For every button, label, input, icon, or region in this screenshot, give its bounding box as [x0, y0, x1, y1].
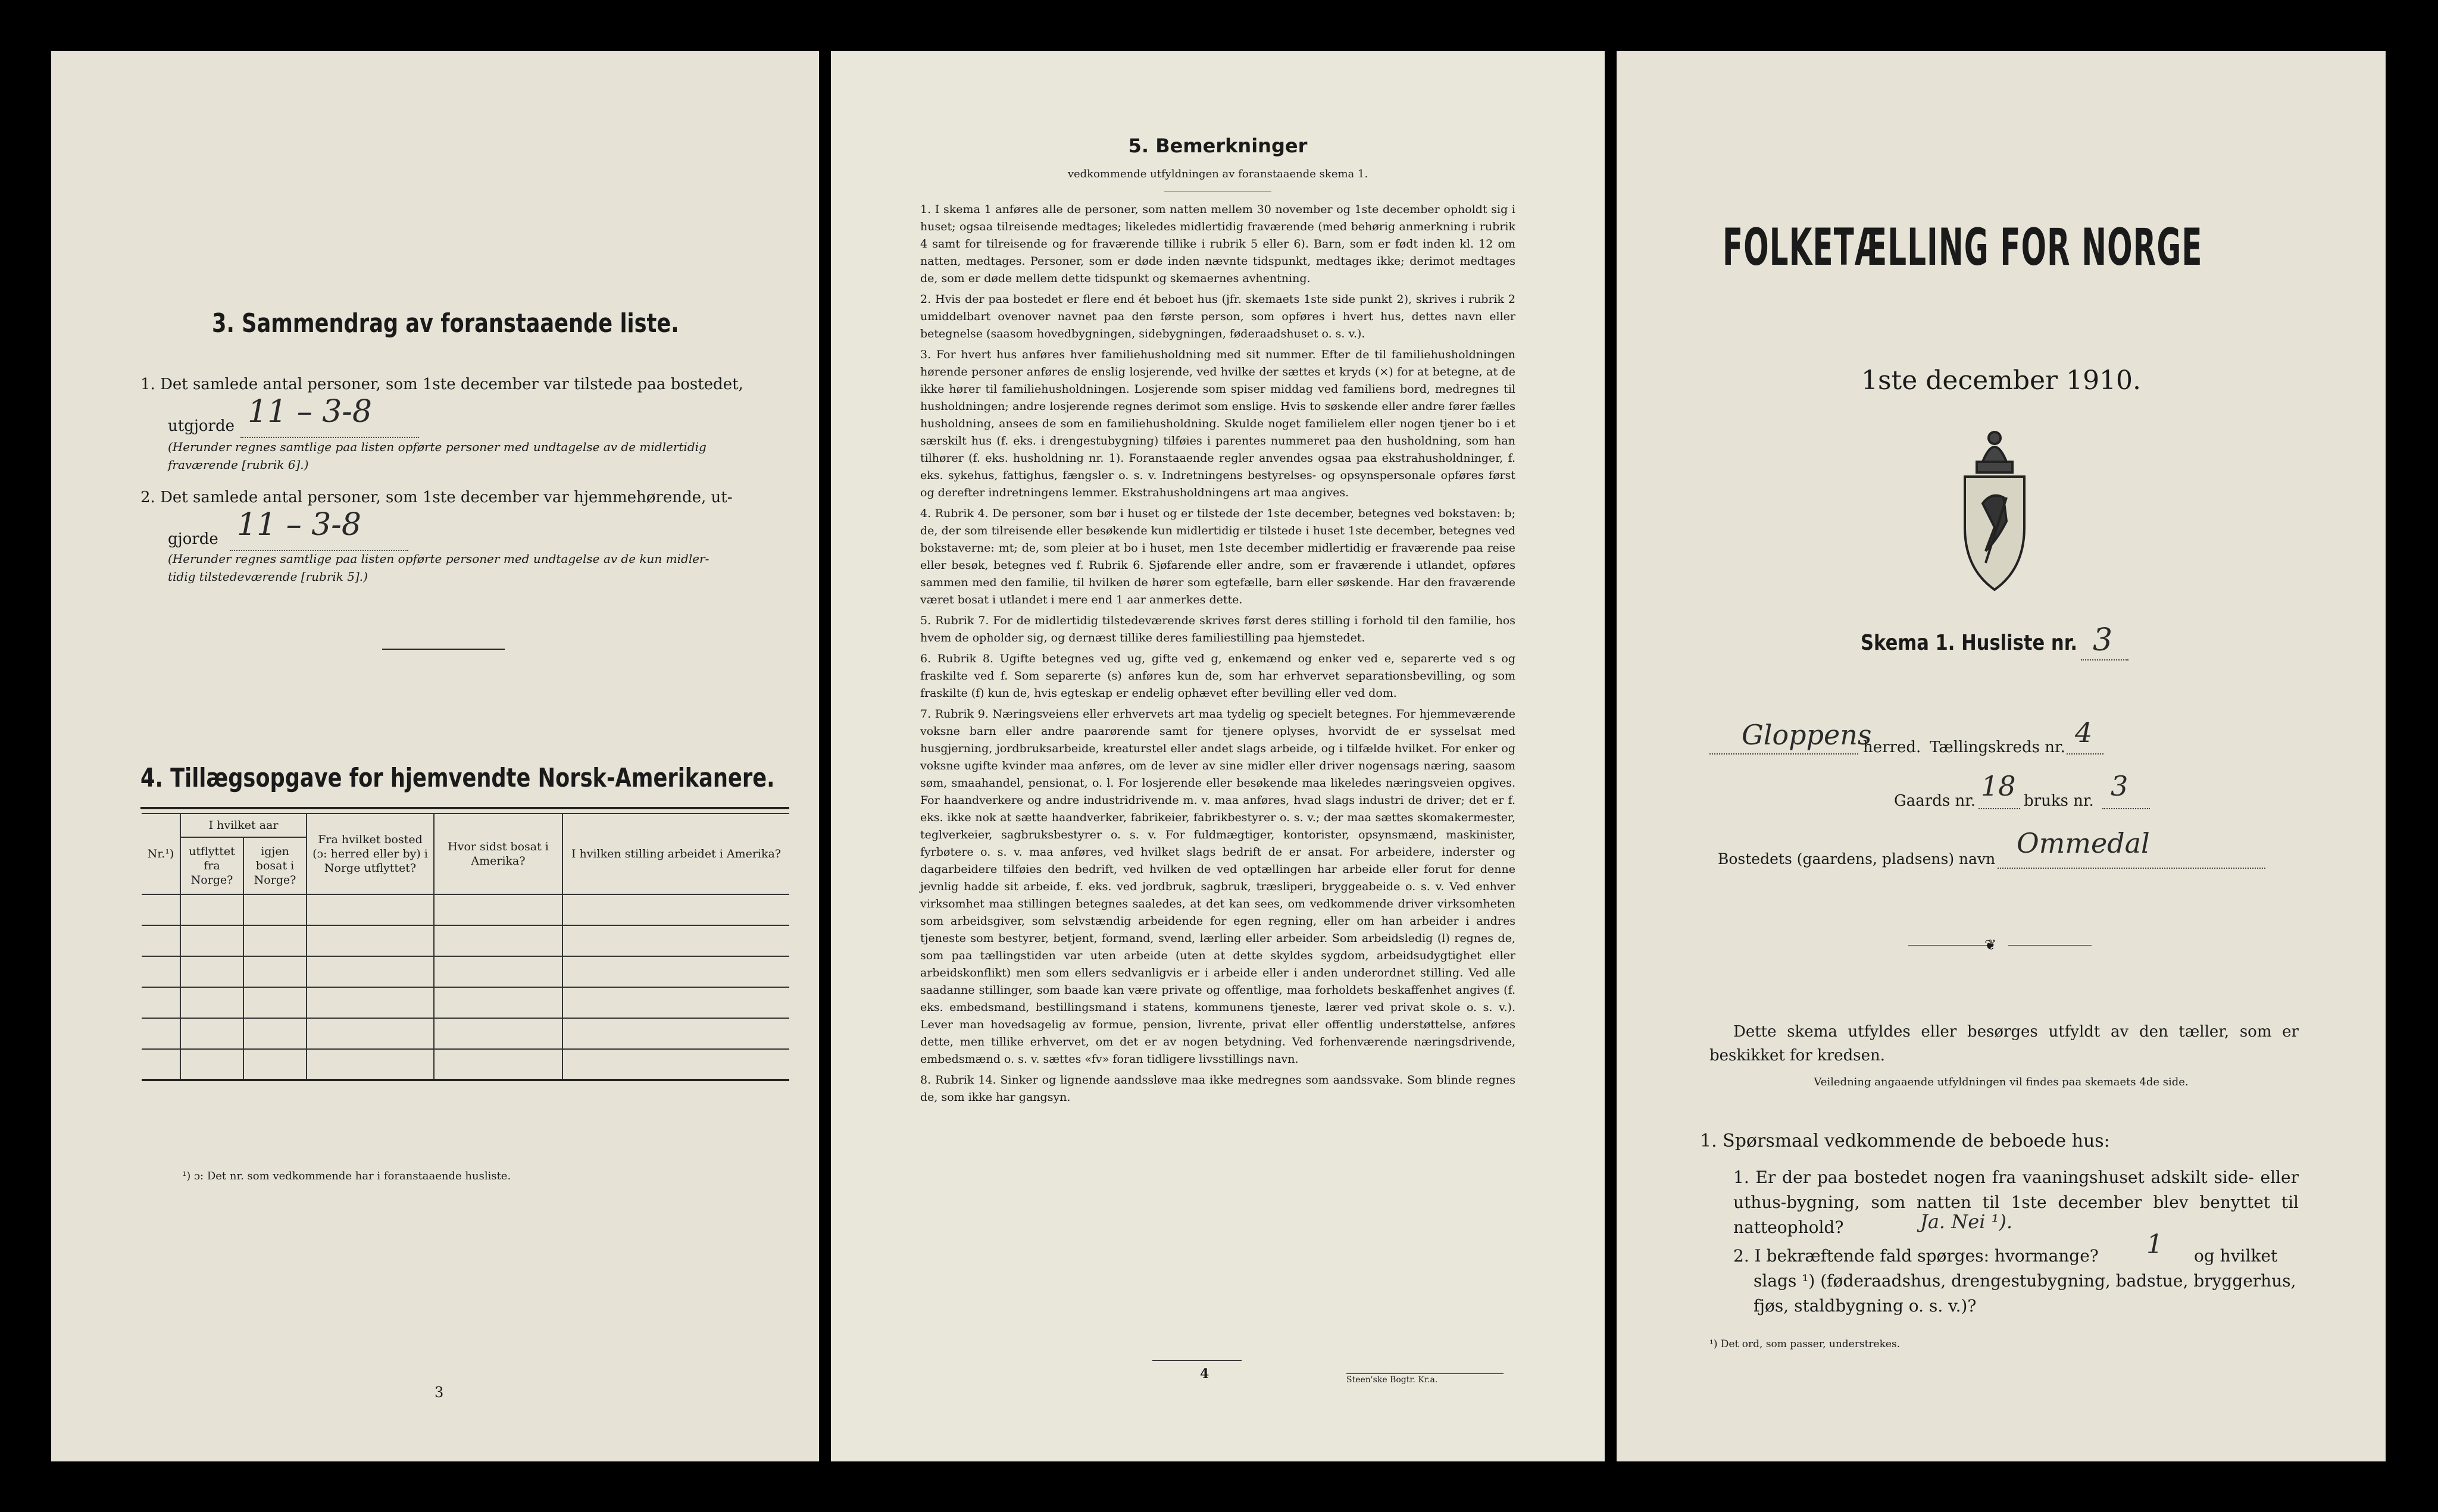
question-1-answer: Ja. Nei ¹).	[1920, 1210, 2013, 1233]
right-page	[1617, 51, 2386, 1461]
remarks-list	[920, 201, 1515, 1110]
table-row	[142, 1018, 789, 1049]
intro-note: Veiledning angaaende utfyldningen vil findes paa skemaets 4de side.	[1814, 1076, 2189, 1088]
left-page	[51, 51, 819, 1461]
kreds-line	[2067, 753, 2103, 755]
remark-paragraph: 1. I skema 1 anføres alle de personer, som natten mellem 30 november og 1ste december opholdt sig i huset; ogsaa tilreisende medtages; likeledes midlertidig fraværende (med behørig anmerkning i rubrik 4 samt for tilreisende og for fraværende tillike i rubrik 5 eller 6). Barn, som er født inden kl. 12 om natten, medtages. Personer, som er døde inden nævnte tidspunkt, medtages ikke; derimot medtages de, som er døde mellem dette tidspunkt og skemaernes avhentning.	[920, 203, 1515, 285]
section-3-title: 3. Sammendrag av foranstaaende liste.	[212, 308, 679, 339]
remark-paragraph: 5. Rubrik 7. For de midlertidig tilstedeværende skrives først deres stilling i forhold til den familie, hos hvem de opholder sig, og dernæst tillike deres familiestilling paa hjemstedet.	[920, 614, 1515, 644]
col-group-aar: I hvilket aar	[180, 813, 307, 837]
divider	[382, 649, 505, 650]
s3-item2-note1: (Herunder regnes samtlige paa listen opførte personer med undtagelse av de kun midler-	[168, 552, 709, 566]
bosted-line	[1998, 868, 2265, 869]
remark-paragraph: 7. Rubrik 9. Næringsveiens eller erhvervets art maa tydelig og specielt betegnes. For hjemmeværende voksne barn eller andre paarørende samt for tjenere oplyses, hvorvidt de er sysselsat med husgjerning, jordbruksarbeide, kreaturstel eller andet slags arbeide, og i tilfælde hvilket. For enker og voksne ugifte kvinder maa anføres, om de lever av sine midler eller driver nogensags næring, saasom søm, smaahandel, pensionat, o. l. For losjerende eller besøkende maa likeledes næringsveien opgives. For haandverkere og andre industridrivende m. v. maa anføres, hvad slags industri de driver; det er f. eks. ikke nok at sætte haandverker, fabrikeier, fabrikbestyrer o. s. v.; der maa sættes skomakermester, teglverkeier, sagbruksbestyrer o. s. v. For fuldmægtiger, kontorister, opsynsmænd, maskinister, fyrbøtere o. s. v. maa anføres, ved hvilket slags bedrift de er ansat. For arbeidere, inderster og dagarbeidere tilføies den bedrift, ved hvilken de ved optællingen har arbeide eller forut for denne jevnlig hadde sit arbeide, f. eks. ved jordbruk, sagbruk, træsliperi, bryggeabeide o. s. v. Ved enhver virksomhet maa stillingen betegnes saaledes, at det kan sees, om vedkommende driver virksomheten som arbeidsgiver, som selvstændig arbeidende for egen regning, eller om han arbeider i andres tjeneste som bestyrer, betjent, formand, svend, lærling eller arbeider. Som arbeidsledig (l) regnes de, som paa tællingstiden var uten arbeide (uten at dette skyldes sygdom, arbeidsudygtighet eller arbeidskonflikt) men som ellers sedvanligvis er i arbeide eller i anden underordnet stilling. Ved alle saadanne stillinger, som baade kan være private og offentlige, maa forholdets beskaffenhet angives (f. eks. embedsmand, bestillingsmand i statens, kommunens tjeneste, lærer ved privat skole o. s. v.). Lever man hovedsagelig av formue, pension, livrente, privat eller offentlig understøttelse, anføres dette, men tillike erhvervet, om det er av nogen betydning. Ved forhenværende næringsdrivende, embedsmænd o. s. v. sættes «fv» foran tidligere livsstillings navn.	[920, 708, 1515, 1066]
herred-line	[1709, 753, 1858, 755]
remark-paragraph: 6. Rubrik 8. Ugifte betegnes ved ug, gifte ved g, enkemænd og enker ved e, separerte ved s og fraskilte ved f. Som separerte (s) anføres kun de, som har erhvervet separationsbevilling, og som fraskilte (f) kun de, hvis egteskap er endelig ophævet efter bevilling eller ved dom.	[920, 652, 1515, 700]
remark-paragraph: 4. Rubrik 4. De personer, som bør i huset og er tilstede der 1ste december, betegnes ved bokstaven: b; de, der som tilreisende eller besøkende kun midlertidig er tilstede i huset 1ste december, betegnes ved bokstaverne: mt; de, som pleier at bo i huset, men 1ste december midlertidig er fraværende paa reise eller besøk, betegnes ved f. Rubrik 6. Sjøfarende eller andre, som er fraværende i utlandet, opføres sammen med den familie, til hvilken de hører som egtefælle, barn eller søskende. Har den fraværende været bosat i utlandet i mere end 1 aar anmerkes dette.	[920, 507, 1515, 606]
remark-paragraph: 8. Rubrik 14. Sinker og lignende aandssløve maa ikke medregnes som aandssvake. Som blinde regnes de, som ikke har gangsyn.	[920, 1073, 1515, 1104]
s3-item2-handwriting: 11 – 3-8	[237, 507, 361, 543]
question-2: 2. I bekræftende fald spørges: hvormange?	[1733, 1246, 2099, 1266]
gaards-line	[1978, 808, 2020, 809]
table-row	[142, 987, 789, 1018]
s3-item2-label: gjorde	[168, 530, 218, 548]
table-row	[142, 956, 789, 987]
husliste-nr: 3	[2093, 622, 2113, 658]
divider	[1152, 1360, 1242, 1361]
col-hvor: Hvor sidst bosat i Amerika?	[434, 813, 562, 894]
table-row	[142, 894, 789, 925]
divider	[1908, 945, 1992, 946]
col-fra: Fra hvilket bosted (ɔ: herred eller by) i Norge utflyttet?	[307, 813, 434, 894]
s3-item2-note2: tidig tilstedeværende [rubrik 5].)	[168, 569, 368, 584]
question-2-count: 1	[2146, 1229, 2163, 1260]
kreds-label: Tællingskreds nr.	[1930, 738, 2065, 756]
remarks-subtitle: vedkommende utfyldningen av foranstaaende skema 1.	[1067, 168, 1368, 180]
remarks-title: 5. Bemerkninger	[1128, 134, 1308, 157]
question-1: 1. Er der paa bostedet nogen fra vaaningshuset adskilt side- eller uthus-bygning, som natten til 1ste december blev benyttet til natteophold?	[1733, 1167, 2299, 1237]
census-date: 1ste december 1910.	[1861, 365, 2142, 396]
page-number: 4	[1200, 1366, 1209, 1382]
s3-item1-text: 1. Det samlede antal personer, som 1ste december var tilstede paa bostedet,	[140, 375, 743, 393]
norsk-amerikanere-table	[142, 813, 789, 1081]
remark-paragraph: 3. For hvert hus anføres hver familiehusholdning med sit nummer. Efter de til familiehusholdningen hørende personer anføres de enslig losjerende, ved hvilke der sættes et kryds (×) for at betegne, at de ikke hører til familiehusholdningen. Losjerende som spiser middag ved familiens bord, medregnes til husholdningen; andre losjerende regnes derimot som enslige. Hvis to søskende eller andre fører fælles husholdning, ansees de som en familiehusholdning. Skulde noget familielem eller nogen tjener bo i et særskilt hus (f. eks. i drengestubygning) tilføies i parentes nummeret paa den husholdning, som han tilhører (f. eks. husholdning nr. 1). Foranstaaende regler anvendes ogsaa paa ekstrahusholdninger, f. eks. sykehus, fattighus, fængsler o. s. v. Indretningens bestyrelses- og opsynspersonale opføres først og derefter indretningens lemmer. Ekstrahusholdningens art maa angives.	[920, 348, 1515, 499]
s3-item1-note2: fraværende [rubrik 6].)	[168, 458, 309, 472]
bruks-value: 3	[2111, 770, 2128, 802]
kreds-value: 4	[2075, 716, 2093, 749]
table-top-rule	[140, 807, 789, 809]
printer-mark: Steen'ske Bogtr. Kr.a.	[1346, 1373, 1504, 1385]
table-row	[142, 925, 789, 956]
remark-paragraph: 2. Hvis der paa bostedet er flere end ét beboet hus (jfr. skemaets 1ste side punkt 2), skrives i rubrik 2 umiddelbart ovenover navnet paa den første person, som opføres i hvert hus, dettes navn eller betegnelse (saasom hovedbygningen, sidebygningen, føderaadshuset o. s. v.).	[920, 293, 1515, 340]
table-footnote: ¹) ɔ: Det nr. som vedkommende har i foranstaaende husliste.	[182, 1170, 511, 1182]
intro-text: Dette skema utfyldes eller besørges utfyldt av den tæller, som er beskikket for kredsen.	[1709, 1023, 2299, 1065]
question-heading: 1. Spørsmaal vedkommende de beboede hus:	[1700, 1131, 2110, 1151]
gaards-label: Gaards nr.	[1894, 792, 1976, 810]
s3-item1-handwriting: 11 – 3-8	[248, 394, 372, 430]
schema-label: Skema 1. Husliste nr.	[1861, 631, 2078, 655]
divider	[2008, 945, 2092, 946]
gaards-value: 18	[1981, 770, 2016, 802]
norway-coat-of-arms-icon	[1950, 420, 2039, 599]
bosted-value: Ommedal	[2017, 827, 2150, 859]
col-igjen: igjen bosat i Norge?	[243, 837, 307, 894]
section-4-title: 4. Tillægsopgave for hjemvendte Norsk-Amerikanere.	[140, 763, 775, 793]
main-title: FOLKETÆLLING FOR NORGE	[1723, 218, 2203, 277]
col-stilling: I hvilken stilling arbeidet i Amerika?	[562, 813, 789, 894]
husliste-line	[2081, 659, 2128, 660]
bruks-label: bruks nr.	[2024, 792, 2094, 810]
table-row	[142, 1049, 789, 1080]
herred-value: Gloppens	[1742, 719, 1872, 751]
s3-item1-label: utgjorde	[168, 417, 235, 435]
bosted-label: Bostedets (gaardens, pladsens) navn	[1718, 850, 1996, 868]
page-number: 3	[435, 1384, 444, 1401]
bruks-line	[2102, 808, 2150, 809]
ornament-icon: ❦	[1984, 937, 1997, 953]
col-utflyttet: utflyttet fra Norge?	[180, 837, 243, 894]
s3-item2-text: 2. Det samlede antal personer, som 1ste december var hjemmehørende, ut-	[140, 489, 733, 506]
herred-label: herred.	[1863, 738, 1921, 756]
middle-page	[831, 51, 1605, 1461]
s3-item1-note1: (Herunder regnes samtlige paa listen opførte personer med undtagelse av de midlertidig	[168, 440, 707, 454]
footnote: ¹) Det ord, som passer, understrekes.	[1709, 1338, 1901, 1350]
col-nr: Nr.¹)	[142, 813, 180, 894]
question-2-rest: og hvilket slags ¹) (føderaadshus, drengestubygning, badstue, bryggerhus, fjøs, staldbygning o. s. v.)?	[1754, 1246, 2296, 1316]
